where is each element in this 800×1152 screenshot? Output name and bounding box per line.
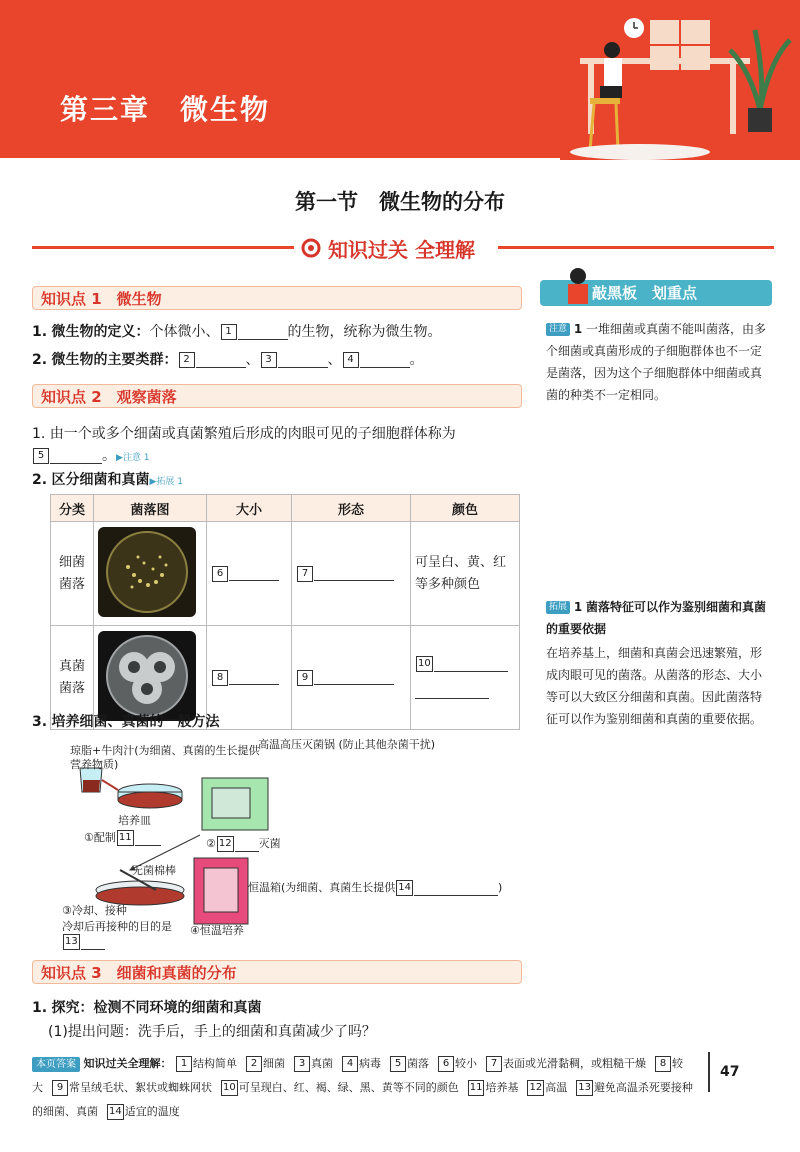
step3-label: ③冷却、接种 (62, 904, 127, 917)
answer-number: 9 (52, 1080, 68, 1096)
answer-item (106, 1105, 180, 1118)
answer-box: 5 (33, 448, 49, 464)
table-row (51, 522, 520, 626)
answer-box: 9 (297, 670, 313, 686)
answer-box: 14 (396, 880, 413, 896)
step2-label: ② 12 灭菌 (206, 837, 281, 850)
table-header: 分类 (51, 495, 94, 522)
answer-item (437, 1057, 477, 1070)
kp1-title: 知识点 1 微生物 (32, 286, 522, 310)
color-cell: 可呈白、黄、红等多种颜色 (411, 522, 520, 626)
colony-photo-cell (94, 522, 207, 626)
sidebar-ext1-text: 在培养基上，细菌和真菌会迅速繁殖，形成肉眼可见的菌落。从菌落的形态、大小等可以大致区分细菌和真菌。因此菌落特征可以作为鉴别细菌和真菌的重要依据。 (546, 646, 763, 726)
colony-comparison-table (50, 494, 520, 730)
answer-text: 菌落 (407, 1057, 429, 1070)
section-title: 第一节 微生物的分布 (295, 189, 505, 214)
answer-text: 较大 (32, 1057, 683, 1094)
answer-box: 12 (217, 836, 234, 852)
answer-text: 真菌 (311, 1057, 333, 1070)
answer-text: 可呈现白、红、褐、绿、黑、黄等不同的颜色 (238, 1081, 459, 1094)
answer-item (389, 1057, 429, 1070)
answer-item (467, 1081, 519, 1094)
size-cell (207, 522, 292, 626)
teacher-icon (560, 266, 596, 306)
shape-cell (292, 626, 411, 730)
answer-number: 11 (468, 1080, 485, 1096)
extension-tag: ▶拓展 1 (149, 477, 184, 487)
answer-number: 13 (576, 1080, 593, 1096)
banner-line-right (498, 246, 774, 249)
study-room-illustration (560, 10, 800, 160)
table-header: 大小 (207, 495, 292, 522)
answer-text: 细菌 (263, 1057, 285, 1070)
answer-box: 10 (416, 656, 433, 672)
answer-number: 1 (176, 1056, 192, 1072)
answer-number: 8 (655, 1056, 671, 1072)
answer-box: 8 (212, 670, 228, 686)
answer-box: 1 (221, 324, 237, 340)
answer-number: 6 (438, 1056, 454, 1072)
swab-label: 无菌棉棒 (132, 864, 176, 877)
answer-number: 14 (107, 1104, 124, 1120)
kp2-q1: 1. 由一个或多个细菌或真菌繁殖后形成的肉眼可见的子细胞群体称为 (32, 426, 456, 442)
step3-note: 冷却后再接种的目的是13 (62, 920, 182, 950)
answer-number: 3 (294, 1056, 310, 1072)
sidebar-ext1: 拓展 1 菌落特征可以作为鉴别细菌和真菌的重要依据 (546, 600, 767, 636)
answer-item (220, 1081, 459, 1094)
answer-text: 结构简单 (193, 1057, 237, 1070)
answer-box: 11 (117, 830, 134, 846)
answer-text: 高温 (545, 1081, 568, 1094)
answer-box: 6 (212, 566, 228, 582)
table-header-row (51, 495, 520, 522)
answer-number: 12 (527, 1080, 544, 1096)
table-header: 菌落图 (94, 495, 207, 522)
note-tag: 注意 (546, 323, 570, 336)
kp3-q1: 1. 探究：检测不同环境的细菌和真菌 (32, 1000, 262, 1016)
answer-text: 避免高温杀死要接种的细菌、真菌 (32, 1081, 693, 1118)
row-label: 细菌菌落 (51, 522, 94, 626)
answer-item (51, 1081, 212, 1094)
kp1-q2: 2. 微生物的主要类群： 2 、 3 、 4 。 (32, 352, 424, 368)
answer-number: 5 (390, 1056, 406, 1072)
row-label: 真菌菌落 (51, 626, 94, 730)
page-answers: 本页答案 知识过关全理解： 1 结构简单 2 细菌 3 真菌 4 病毒 5 菌落 6 较小 7 表面或光滑黏稠，或粗糙干燥 8 较大 9 常呈绒毛状、絮状或蜘蛛网状 10 可呈现白、红、褐、绿、黑、黄等不同的颜色 11 培养基 12 高温 13 避免高温杀死要接种的细菌、真菌 14 适宜的温度 (32, 1057, 693, 1118)
answer-text: 培养基 (485, 1081, 519, 1094)
kp2-q2: 2. 区分细菌和真菌▶拓展 1 (32, 472, 184, 488)
kp2-title: 知识点 2 观察菌落 (32, 384, 522, 408)
table-header: 颜色 (411, 495, 520, 522)
plant-pot (748, 108, 772, 132)
answer-text: 表面或光滑黏稠，或粗糙干燥 (503, 1057, 646, 1070)
answer-number: 7 (486, 1056, 502, 1072)
table-header: 形态 (292, 495, 411, 522)
step4-label: ④恒温培养 (190, 924, 244, 937)
agar-label: 琼脂+牛肉汁(为细菌、真菌的生长提供营养物质) (70, 744, 260, 771)
page-number: 47 (708, 1052, 764, 1092)
answer-number: 4 (342, 1056, 358, 1072)
shape-cell (292, 522, 411, 626)
dish-label: 培养皿 (118, 814, 151, 827)
note-tag: ▶注意 1 (116, 453, 150, 463)
student-head (604, 42, 620, 58)
chapter-title: 第三章 微生物 (60, 93, 271, 126)
kp3-title: 知识点 3 细菌和真菌的分布 (32, 960, 522, 984)
answer-box: 13 (63, 934, 80, 950)
bacteria-colony-photo (98, 527, 196, 617)
step1-label: ①配制 11 (84, 830, 161, 846)
answer-item (485, 1057, 646, 1070)
swirl-icon (300, 237, 322, 259)
kp2-q1-answer: 5 。▶注意 1 (32, 446, 150, 468)
answer-item (526, 1081, 567, 1094)
answer-item (245, 1057, 285, 1070)
answer-text: 适宜的温度 (124, 1105, 180, 1118)
autoclave-label: 高温高压灭菌锅 (防止其他杂菌干扰) (258, 738, 436, 751)
answer-box: 7 (297, 566, 313, 582)
answer-box: 2 (179, 352, 195, 368)
kp3-q1-sub: (1)提出问题：洗手后，手上的细菌和真菌减少了吗？ (48, 1024, 376, 1040)
extension-tag: 拓展 (546, 601, 570, 614)
answer-item (341, 1057, 381, 1070)
sidebar-note1: 注意 1 一堆细菌或真菌不能叫菌落，由多个细菌或真菌形成的子细胞群体也不一定是菌落，因为这个子细胞群体中细菌或真菌的种类不一定相同。 (546, 322, 767, 402)
answer-text: 较小 (455, 1057, 477, 1070)
answers-tag: 本页答案 (32, 1057, 80, 1072)
banner-line-left (32, 246, 294, 249)
answer-number: 2 (246, 1056, 262, 1072)
answer-number: 10 (221, 1080, 238, 1096)
answer-item (175, 1057, 237, 1070)
knowledge-banner (300, 232, 475, 264)
kp2-q3: 3. 培养细菌、真菌的一般方法 (32, 714, 220, 730)
banner-text: 知识过关 全理解 (328, 237, 475, 262)
answer-item (293, 1057, 333, 1070)
answer-text: 常呈绒毛状、絮状或蜘蛛网状 (69, 1081, 212, 1094)
color-cell (411, 626, 520, 730)
fungus-colony-photo (98, 631, 196, 721)
answer-box: 4 (343, 352, 359, 368)
sidebar-header: 敲黑板 划重点 (540, 280, 772, 306)
answer-text: 病毒 (359, 1057, 381, 1070)
answer-box: 3 (261, 352, 277, 368)
kp1-q1: 1. 微生物的定义：个体微小、 1 的生物，统称为微生物。 (32, 324, 442, 340)
incubator-label: 恒温箱(为细菌、真菌生长提供 14 ) (248, 881, 503, 894)
